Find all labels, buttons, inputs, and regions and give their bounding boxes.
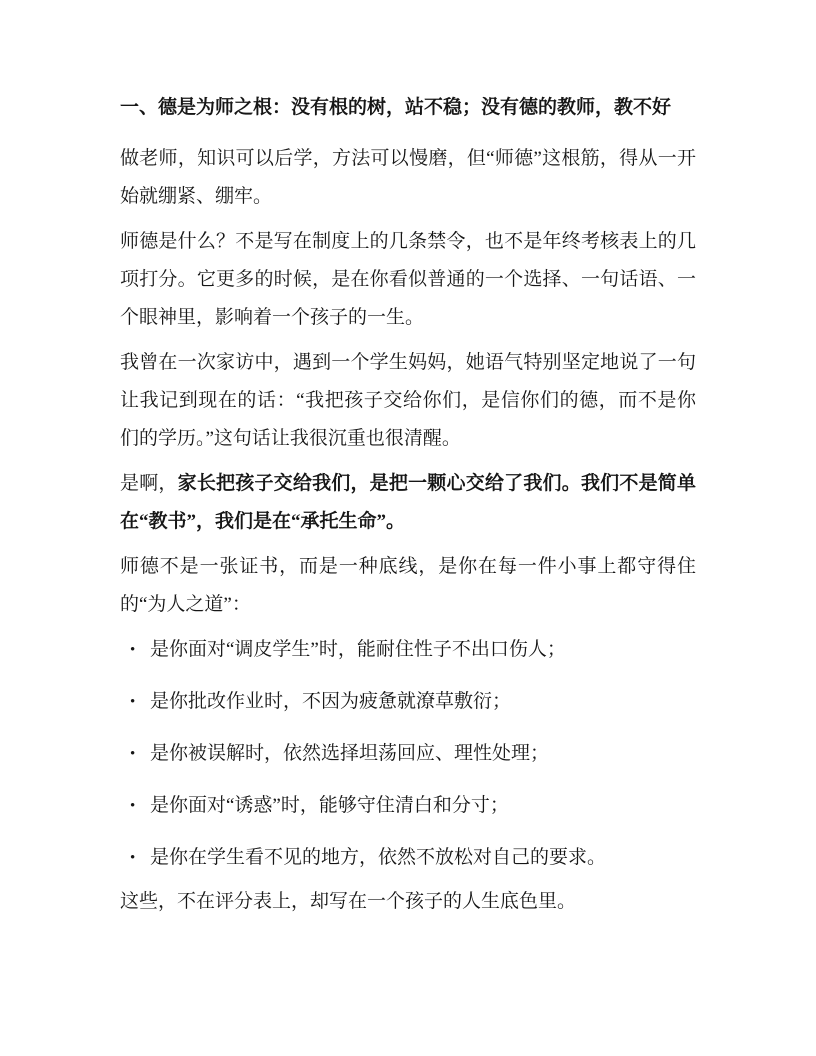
bullet-icon: •: [130, 746, 136, 762]
bullet-icon: •: [130, 694, 136, 710]
list-item-text: 是你面对“调皮学生”时，能耐住性子不出口伤人；: [150, 639, 566, 660]
list-item: [120, 683, 696, 721]
list-item: [120, 787, 696, 825]
closing-paragraph: 这些，不在评分表上，却写在一个孩子的人生底色里。: [120, 891, 577, 912]
paragraph: [120, 344, 696, 458]
list-item: [120, 839, 696, 877]
text-run: 师德是什么？不是写在制度上的几条禁令，也不是年终考核表上的几项打分。它更多的时候，是在你看似普通的一个选择、一句话语、一个眼神里，影响着一个孩子的一生。: [120, 231, 696, 328]
paragraph: [120, 465, 696, 541]
paragraph: [120, 140, 696, 216]
paragraph: [120, 548, 696, 624]
text-run: 做老师，知识可以后学，方法可以慢磨，但“师德”这根筋，得从一开始就绷紧、绷牢。: [120, 148, 696, 207]
text-run: 我曾在一次家访中，遇到一个学生妈妈，她语气特别坚定地说了一句让我记到现在的话：“我把孩子交给你们，是信你们的德，而不是你们的学历。”这句话让我很沉重也很清醒。: [120, 352, 696, 449]
paragraph: [120, 223, 696, 337]
body-paragraphs: [120, 140, 696, 624]
bullet-icon: •: [130, 642, 136, 658]
list-item: [120, 735, 696, 773]
bold-text-run: 家长把孩子交给我们，是把一颗心交给了我们。我们不是简单在“教书”，我们是在“承托生命”。: [120, 473, 696, 532]
text-run: 是啊，: [120, 473, 178, 494]
bullet-list: [120, 631, 696, 877]
list-item-text: 是你批改作业时，不因为疲惫就潦草敷衍；: [150, 691, 512, 712]
list-item: [120, 631, 696, 669]
list-item-text: 是你在学生看不见的地方，依然不放松对自己的要求。: [150, 847, 607, 868]
section-heading: 一、德是为师之根：没有根的树，站不稳；没有德的教师，教不好: [120, 97, 672, 118]
bullet-icon: •: [130, 850, 136, 866]
list-item-text: 是你被误解时，依然选择坦荡回应、理性处理；: [150, 743, 550, 764]
list-item-text: 是你面对“诱惑”时，能够守住清白和分寸；: [150, 795, 509, 816]
bullet-icon: •: [130, 798, 136, 814]
text-run: 师德不是一张证书，而是一种底线，是你在每一件小事上都守得住的“为人之道”：: [120, 556, 696, 615]
